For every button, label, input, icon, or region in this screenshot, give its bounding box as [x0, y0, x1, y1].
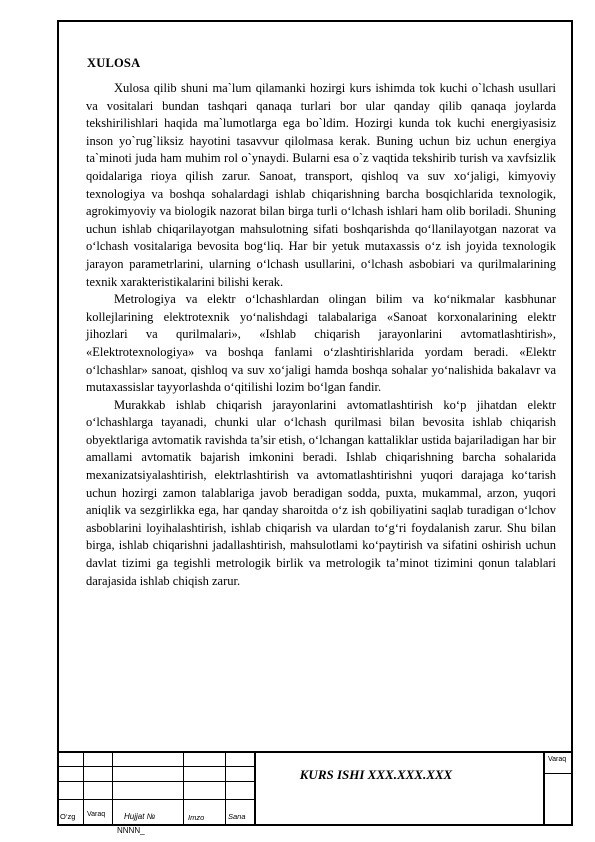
stamp-divider: [225, 753, 226, 826]
nnnn-label: NNNN_: [117, 826, 145, 835]
col-imzo-label: Imzo: [188, 813, 205, 822]
section-heading: XULOSA: [87, 56, 141, 70]
paragraph-3: Murakkab ishlab chiqarish jarayonlarini avtomatlashtirish ko‘p jihatdan elektr o‘lchashlarga tayanadi, chunki ular o‘lchash qurilmasi bilan bevosita ishlab chiqarish obyektlariga avtomatik ravishda ta’sir etish, o‘lchangan kattaliklar ustida bajariladigan har bir amallami avtomatik bajarish imkonini beradi. Ishlab chiqarishning barcha sohalarida mexanizatsiyalashtirish, elektrlashtirish va avtomatlashtirishni yuqori darajaga ko‘tarish uchun hozirgi zamon talablariga javob beradigan sodda, puxta, mukammal, arzon, yuqori aniqlik va sezgirlikka ega, har qanday sharoitda o‘z ish qobiliyatini saqlab turadigan o‘lchov asboblarini loyihalashtirish, ishlab chiqarish va ulardan to‘g‘ri foydalanish zarur. Shu bilan birga, ishlab chiqarishni jadallashtirish, mahsulotlami ko‘paytirish va sifatini oshirish uchun davlat tizimi ga tegishli metrologik birlik va metrologik ta’minot tizimini qonun talablari darajasida ishlab chiqish zarur.: [86, 397, 556, 588]
col-hujjat-label: Hujjat №: [124, 812, 156, 821]
stamp-row-line: [543, 773, 573, 774]
col-varaq-label: Varaq: [87, 811, 106, 818]
stamp-row-line: [57, 781, 254, 782]
stamp-divider: [112, 753, 113, 826]
varaq-label: Varaq: [548, 756, 567, 763]
document-body: [86, 80, 556, 590]
col-sana-label: Sana: [228, 812, 246, 821]
stamp-divider: [183, 753, 184, 826]
paragraph-1: Xulosa qilib shuni ma`lum qilamanki hozirgi kurs ishimda tok kuchi o`lchash usullari va vositalari bundan tashqari qanaqa turlari bor ular qanday qilib qanaqa joylarda tekshirilishlari haqida ma`lumotlarga ega bo`ldim. Hozirgi kunda tok kuchi energiyasisiz inson yo`rug`liksiz hayotini tasavvur qilolmasa kerak. Buning uchun biz uchun energiya ta`minoti juda ham muhim rol o`ynaydi. Bularni esa o`z vaqtida tekshirib turish va xavfsizlik qoidalariga rioya qilish zarur. Sanoat, transport, qishloq va suv xo‘jaligi, kimyoviy texnologiya va boshqa sohalardagi ishlab chiqarishning barcha bosqichlarida texnologik, agrokimyoviy va biologik nazorat bilan birga turli o‘lchash ishlari ham olib boriladi. Shuning uchun ishlab chiqarilayotgan mahsulotning sifati boshqarishda qo‘llanilayotgan nazorat va o‘lchash vositalariga bevosita bog‘liq. Har bir yetuk mutaxassis o‘z ish joyida texnologik jarayon parametrlarini, ularning o‘lchash usullarini, o‘lchash asbobiari va qurilmalarining texnik xarakteristikalarini bilishi kerak.: [86, 81, 556, 289]
stamp-divider: [254, 753, 256, 826]
paragraph-2: Metrologiya va elektr o‘lchashlardan olingan bilim va ko‘nikmalar kasbhunar kollejlarining elektrotexnik yo‘nalishdagi talabalariga «Sanoat korxonalarining elektr jihozlari va qurilmalari», «Ishlab chiqarish jarayonlarini avtomatlashtirish», «Elektrotexnologiya» va boshqa fanlami o‘zlashtirishlarida yordam beradi. «Elektr o‘lchashlar» sanoat, qishloq va suv xo‘jaligi hamda boshqa sohalar yo‘nalishida bakalavr va mutaxassislar tayyorlashda o‘qitilishi lozim bo‘lgan fandir.: [86, 292, 556, 395]
stamp-row-line: [57, 766, 254, 767]
col-ozg-label: O‘zg: [60, 812, 76, 821]
stamp-title: KURS ISHI XXX.XXX.XXX: [299, 767, 453, 782]
stamp-divider: [83, 753, 84, 826]
stamp-row-line: [57, 799, 254, 800]
stamp-divider: [543, 753, 545, 826]
